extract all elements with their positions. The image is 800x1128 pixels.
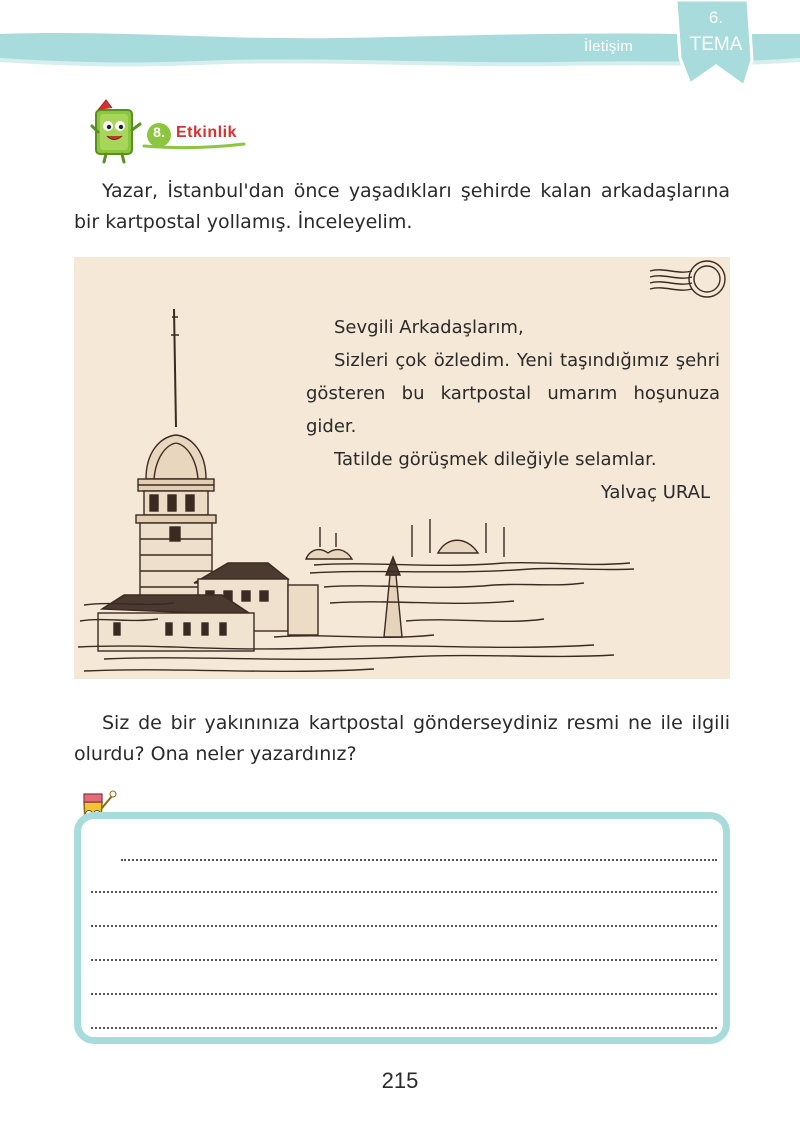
activity-title: Etkinlik [176,124,237,141]
answer-writing-area[interactable] [74,812,730,1044]
postcard-greeting: Sevgili Arkadaşlarım, [334,317,524,338]
postmark-icon [650,261,725,297]
postcard-body-line: gösteren bu kartpostal umarım hoşunuza [306,383,720,404]
question-paragraph [74,708,730,770]
postcard-message [306,311,720,509]
writing-line[interactable] [91,1023,717,1029]
top-banner [0,0,800,100]
postcard-body-line: Sizleri çok özledim. Yeni taşındığımız şehri [334,350,720,371]
postcard [74,257,730,679]
question-line: olurdu? Ona neler yazardınız? [74,743,357,765]
writing-line[interactable] [91,887,717,893]
writing-line[interactable] [91,921,717,927]
intro-line: Yazar, İstanbul'dan önce yaşadıkları şehirde kalan arkadaşlarına [102,180,730,202]
writing-line[interactable] [91,955,717,961]
page-number: 215 [381,1068,419,1093]
intro-paragraph [74,176,730,238]
section-label: İletişim [584,38,634,55]
intro-line: bir kartpostal yollamış. İnceleyelim. [74,211,413,233]
question-line: Siz de bir yakınınıza kartpostal gönderseydiniz resmi ne ile ilgili [102,712,730,734]
theme-word: TEMA [689,34,743,55]
writing-line[interactable] [121,855,717,861]
postcard-body-line: gider. [306,416,357,437]
postcard-closing: Tatilde görüşmek dileğiyle selamlar. [334,449,657,470]
activity-number: 8. [153,124,165,140]
postcard-signature: Yalvaç URAL [600,482,710,503]
writing-line[interactable] [91,989,717,995]
theme-number: 6. [708,8,724,27]
